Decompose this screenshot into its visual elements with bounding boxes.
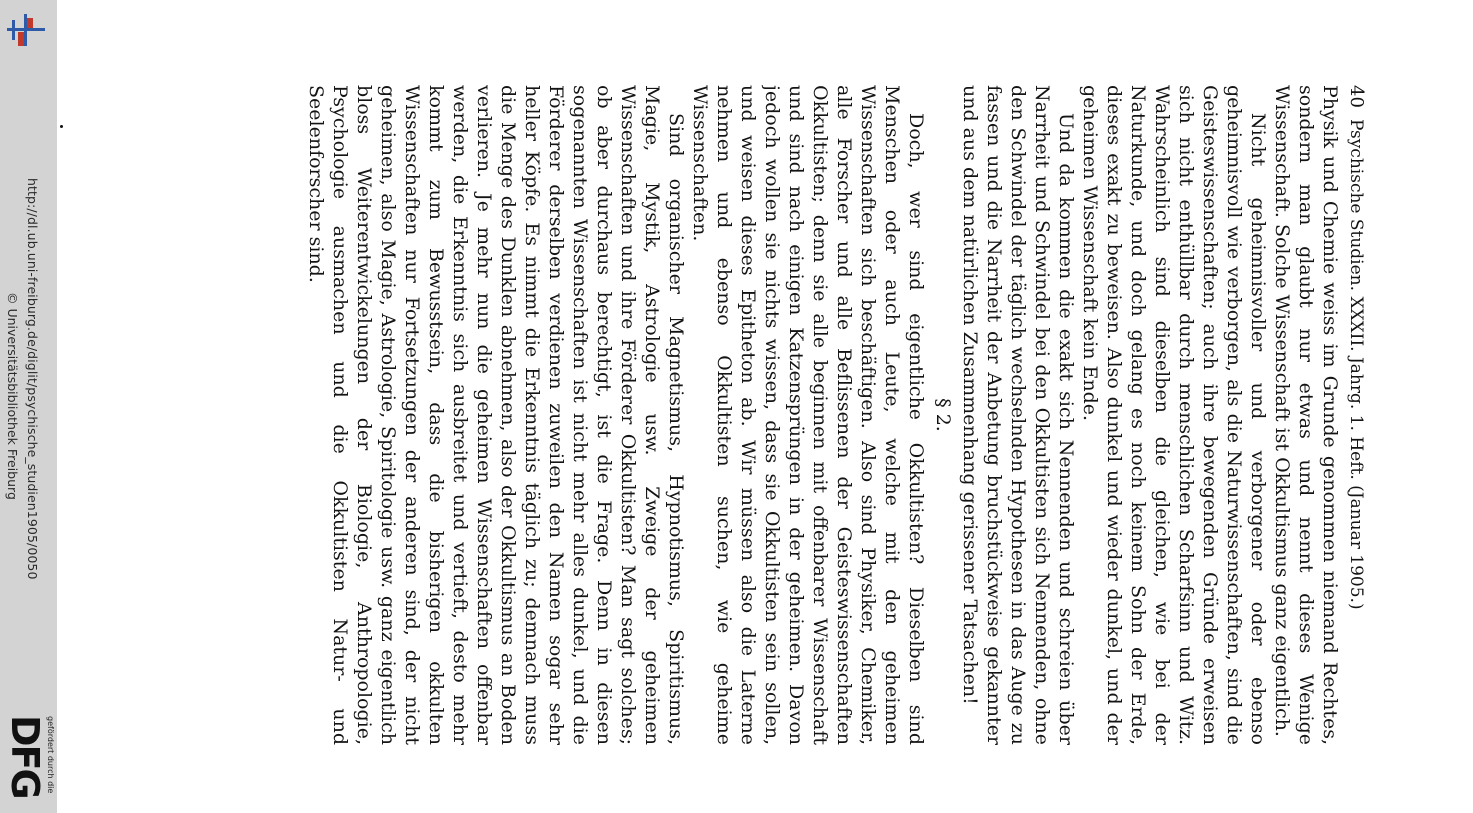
source-url[interactable]: http://dl.ub.uni-freiburg.de/diglit/psychische_studien1905/0050 <box>25 178 40 580</box>
paragraph: Sind organischer Magnetismus, Hypnotismus, Spiritismus, Magie, Mystik, Astrologie usw. Zweige der geheimen Wissenschaften und ihre Förderer Okkultisten? Man sagt solches; ob aber durchaus berechtigt, ist die Frage. Denn in diesen sogenannten Wissenschaften ist nicht mehr alles dunkel, und die Förderer derselben verdienen zuweilen den Namen sogar sehr heller Köpfe. Es nimmt die Erkenntnis täglich zu; demnach muss die Menge des Dunklen abnehmen, also der Okkultismus an Boden verlieren. Je mehr nun die geheimen Wissenschaften offenbar werden, die Erkenntnis sich ausbreitet und vertieft, desto mehr kommt zum Bewusstsein, dass die bisherigen okkulten Wissenschaften nur Fortsetzungen der anderen sind, der nicht geheimen, also Magie, Astrologie, Spiritologie usw. ganz eigentlich bloss Weiterentwickelungen der Biologie, Anthropologie, Psychologie ausmachen und die Okkultisten Natur- und Seelenforscher sind. <box>305 85 687 745</box>
page-text-block <box>170 85 1370 745</box>
page-scan <box>170 85 1370 745</box>
dfg-logo: DFG <box>3 715 47 798</box>
viewer-sidebar <box>0 0 57 813</box>
running-head <box>1342 85 1370 745</box>
paragraph: Und da kommen die exakt sich Nennenden und schreien über Narrheit und Schwindel bei den Okkultisten sich Nennenden, ohne den Schwindel der täglich wechselnden Hypothesen in das Auge zu fassen und die Narrheit der Anbetung bruchstückweise gekannter und aus dem natürlichen Zusammenhang gerissener Tatsachen! <box>959 85 1077 745</box>
university-freiburg-logo-icon <box>4 10 48 50</box>
paragraph: Doch, wer sind eigentliche Okkultisten? Dieselben sind Menschen oder auch Leute, welche mit den geheimen Wissenschaften sich beschäftigen. Also sind Physiker, Chemiker, alle Forscher und alle Beflissenen der Geisteswissenschaften Okkultisten; denn sie alle beginnen mit offenbarer Wissenschaft und sind nach einigen Katzensprüngen in der geheimen. Davon jedoch wollen sie nichts wissen, dass sie Okkultisten sein sollen, und weisen dieses Epitheton ab. Wir müssen also die Laterne nehmen und ebenso Okkultisten suchen, wie geheime Wissenschaften. <box>689 85 927 745</box>
scan-speck <box>60 125 63 128</box>
copyright-notice: © Universitätsbibliothek Freiburg <box>5 292 20 500</box>
section-heading: § 2. <box>932 398 954 432</box>
page-number: 40 <box>1346 85 1367 108</box>
paragraph: Nicht geheimnisvoller und verborgener oder ebenso geheimnisvoll wie verborgen, als die Naturwissenschaften, sind die Geisteswissenschaften; auch ihre bewegenden Gründe erweisen sich nicht enthüllbar durch menschlichen Scharfsinn und Witz. Wahrscheinlich sind dieselben die gleichen, wie bei der Naturkunde, und doch gelang es noch keinem Sohn der Erde, dieses exakt zu beweisen. Also dunkel und wieder dunkel, und der geheimen Wissenschaft kein Ende. <box>1079 85 1269 745</box>
running-title: Psychische Studien. XXXII. Jahrg. 1. Heft. (Januar 1905.) <box>1346 119 1366 610</box>
dfg-funding-caption: gefördert durch die <box>46 716 55 794</box>
paragraph: Physik und Chemie weiss im Grunde genommen niemand Rechtes, sondern man glaubt nur etwas und nennt dieses Wenige Wissenschaft. Solche Wissenschaft ist Okkultismus ganz eigentlich. <box>1271 85 1341 745</box>
